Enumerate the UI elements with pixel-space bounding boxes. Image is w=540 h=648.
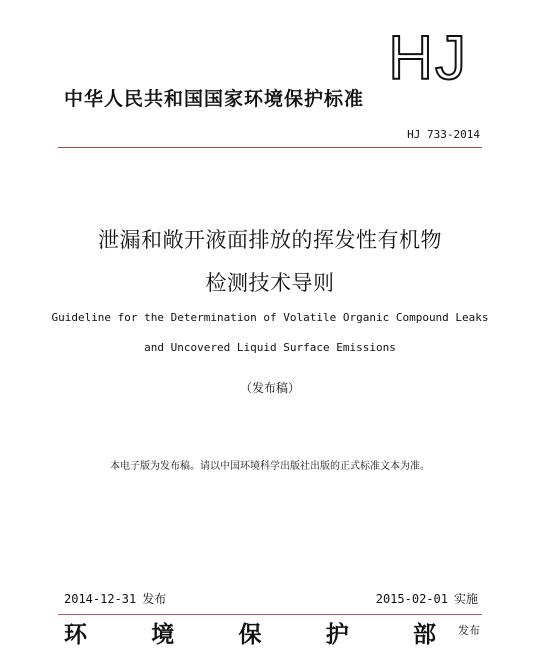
issuing-department — [64, 622, 436, 648]
document-status: （发布稿） — [239, 381, 300, 395]
electronic-version-notice: 本电子版为发布稿。请以中国环境科学出版社出版的正式标准文本为准。 — [110, 461, 430, 472]
bottom-divider — [58, 614, 482, 615]
effective-label: 实施 — [453, 592, 478, 606]
publish-date-block — [64, 592, 166, 607]
standard-code: HJ 733-2014 — [407, 128, 480, 141]
issuing-department-char: 环 — [64, 622, 87, 648]
issuing-department-char: 护 — [325, 622, 349, 648]
chinese-title-line-2: 检测技术导则 — [205, 271, 335, 295]
publish-date: 2014-12-31 — [64, 592, 137, 606]
hj-logo: HJ — [388, 24, 468, 93]
standard-organization: 中华人民共和国国家环境保护标准 — [64, 88, 365, 110]
release-label: 发布 — [458, 624, 480, 637]
effective-date: 2015-02-01 — [375, 592, 448, 606]
chinese-title-line-1: 泄漏和敞开液面排放的挥发性有机物 — [98, 228, 442, 252]
english-title-line-2: and Uncovered Liquid Surface Emissions — [144, 341, 396, 354]
issuing-department-char: 境 — [151, 622, 175, 648]
issuing-department-char: 部 — [413, 622, 436, 648]
effective-date-block — [376, 592, 478, 607]
english-title-line-1: Guideline for the Determination of Volatile Organic Compound Leaks — [51, 311, 489, 324]
publish-label: 发布 — [142, 592, 167, 606]
issuing-department-char: 保 — [238, 622, 262, 648]
top-divider — [58, 147, 482, 148]
